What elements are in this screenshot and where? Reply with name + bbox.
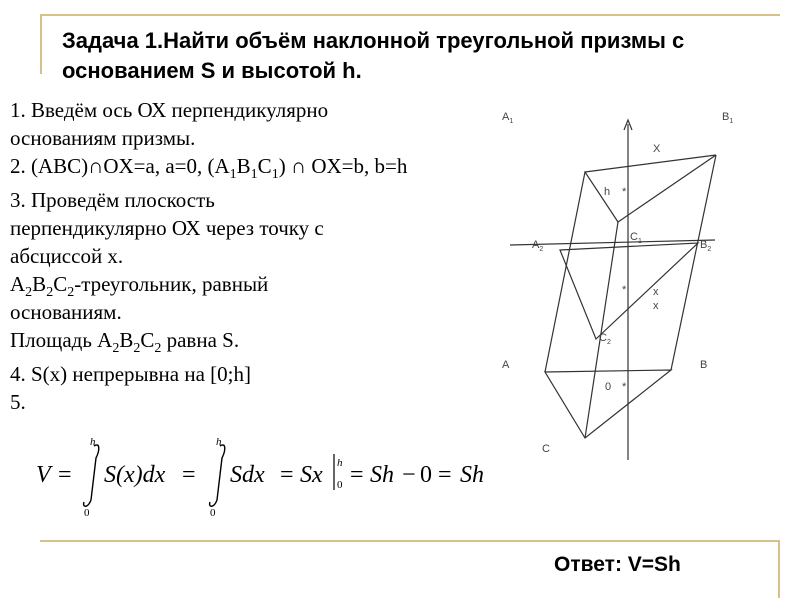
frame-bottom-border <box>40 540 780 542</box>
label-origin-zero: 0 <box>605 381 612 393</box>
lateral-edge-a <box>545 172 585 372</box>
frame-right-border <box>778 540 780 598</box>
marker-star-h: * <box>622 186 627 198</box>
step-3-line-3: абсциссой х. <box>10 244 124 268</box>
step-5-label: 5. <box>10 390 26 414</box>
step-3-part: B <box>119 328 134 352</box>
label-a1: $A_1$ <box>502 111 514 125</box>
inclined-prism-diagram <box>490 100 770 460</box>
frame-top-border <box>40 14 780 16</box>
answer-text: Ответ: V=Sh <box>554 553 681 576</box>
step-3-subscript: 2 <box>67 285 75 300</box>
integral-2-upper-limit: h <box>216 436 222 448</box>
formula-equals: = <box>280 462 294 488</box>
integral-1-upper-limit: h <box>90 436 96 448</box>
integrand-s-of-x: S(x)dx <box>104 462 166 488</box>
problem-title-line-1: Задача 1.Найти объём наклонной треугольной призмы с <box>62 28 685 53</box>
evaluation-lower-limit: 0 <box>337 479 343 491</box>
step-3-line-1: 3. Проведём плоскость <box>10 188 215 212</box>
step-3-line-2: перпендикулярно ОХ через точку с <box>10 216 324 240</box>
step-2-subscript: 1 <box>271 167 279 182</box>
solution-steps <box>10 96 530 416</box>
step-3-area-line <box>10 326 530 354</box>
step-3-part: -треугольник, равный <box>74 272 269 296</box>
step-3-subscript: 2 <box>25 285 33 300</box>
step-4: 4. S(x) непрерывна на [0;h] <box>10 362 251 386</box>
step-3-part: C <box>140 328 155 352</box>
step-3-subscript: 2 <box>154 341 162 356</box>
label-a2: $A_2$ <box>532 239 544 253</box>
label-b2: $B_2$ <box>700 239 712 253</box>
label-axis-x: X <box>653 143 661 155</box>
problem-title-line-2: основанием S и высотой h. <box>62 58 362 83</box>
label-h: h <box>604 186 611 198</box>
formula-v: V <box>36 462 51 488</box>
formula-equals: = <box>182 462 196 488</box>
step-3-part: равна S. <box>161 328 240 352</box>
step-2-part: ) ∩ OX=b, b=h <box>278 154 408 178</box>
formula-equals: = <box>438 462 452 488</box>
marker-star-x: * <box>622 284 627 296</box>
step-2-part: 2. (ABC)∩OX=a, a=0, (A <box>10 154 230 178</box>
evaluation-upper-limit: h <box>337 457 343 469</box>
step-3-part: A <box>10 272 26 296</box>
formula-zero: 0 <box>420 462 432 488</box>
label-c: C <box>542 443 550 455</box>
formula-equals: = <box>350 462 364 488</box>
step-1-line-1: 1. Введём ось ОХ перпендикулярно <box>10 98 329 122</box>
step-3-part: Площадь A <box>10 328 113 352</box>
step-2-part: B <box>236 154 251 178</box>
step-3-subscript: 2 <box>133 341 141 356</box>
step-2-part: C <box>257 154 272 178</box>
integral-sign-2 <box>210 445 225 506</box>
result-sh: Sh <box>370 462 394 488</box>
step-2 <box>10 152 530 180</box>
frame-left-border <box>40 14 42 74</box>
lateral-edge-c <box>585 222 618 438</box>
antiderivative-sx: Sx <box>300 462 323 488</box>
formula-minus: − <box>402 462 416 488</box>
marker-star-origin: * <box>622 381 627 393</box>
step-2-subscript: 1 <box>250 167 258 182</box>
step-2-subscript: 1 <box>229 167 237 182</box>
step-3-part: B <box>32 272 47 296</box>
step-3-part: C <box>53 272 68 296</box>
formula-equals: = <box>58 462 72 488</box>
step-3-line-5: основаниям. <box>10 300 122 324</box>
cross-section-triangle <box>560 243 698 339</box>
step-3-subscript: 2 <box>112 341 120 356</box>
label-b1: $B_1$ <box>722 111 734 125</box>
label-x-upper: x <box>653 286 659 298</box>
label-b: B <box>700 359 708 371</box>
volume-integral-formula <box>36 436 516 518</box>
final-sh: Sh <box>460 462 484 488</box>
label-x-lower: x <box>653 300 659 312</box>
label-c2: $C_2$ <box>599 332 611 346</box>
problem-title <box>62 26 762 86</box>
integral-2-lower-limit: 0 <box>210 507 216 518</box>
integrand-s-dx: Sdx <box>230 462 265 488</box>
step-3-subscript: 2 <box>46 285 54 300</box>
step-3-triangle-line <box>10 270 530 298</box>
step-1-line-2: основаниям призмы. <box>10 126 196 150</box>
label-a: A <box>502 359 510 371</box>
integral-1-lower-limit: 0 <box>84 507 90 518</box>
label-c1: $C_1$ <box>630 231 642 245</box>
integral-sign-1 <box>84 445 99 506</box>
